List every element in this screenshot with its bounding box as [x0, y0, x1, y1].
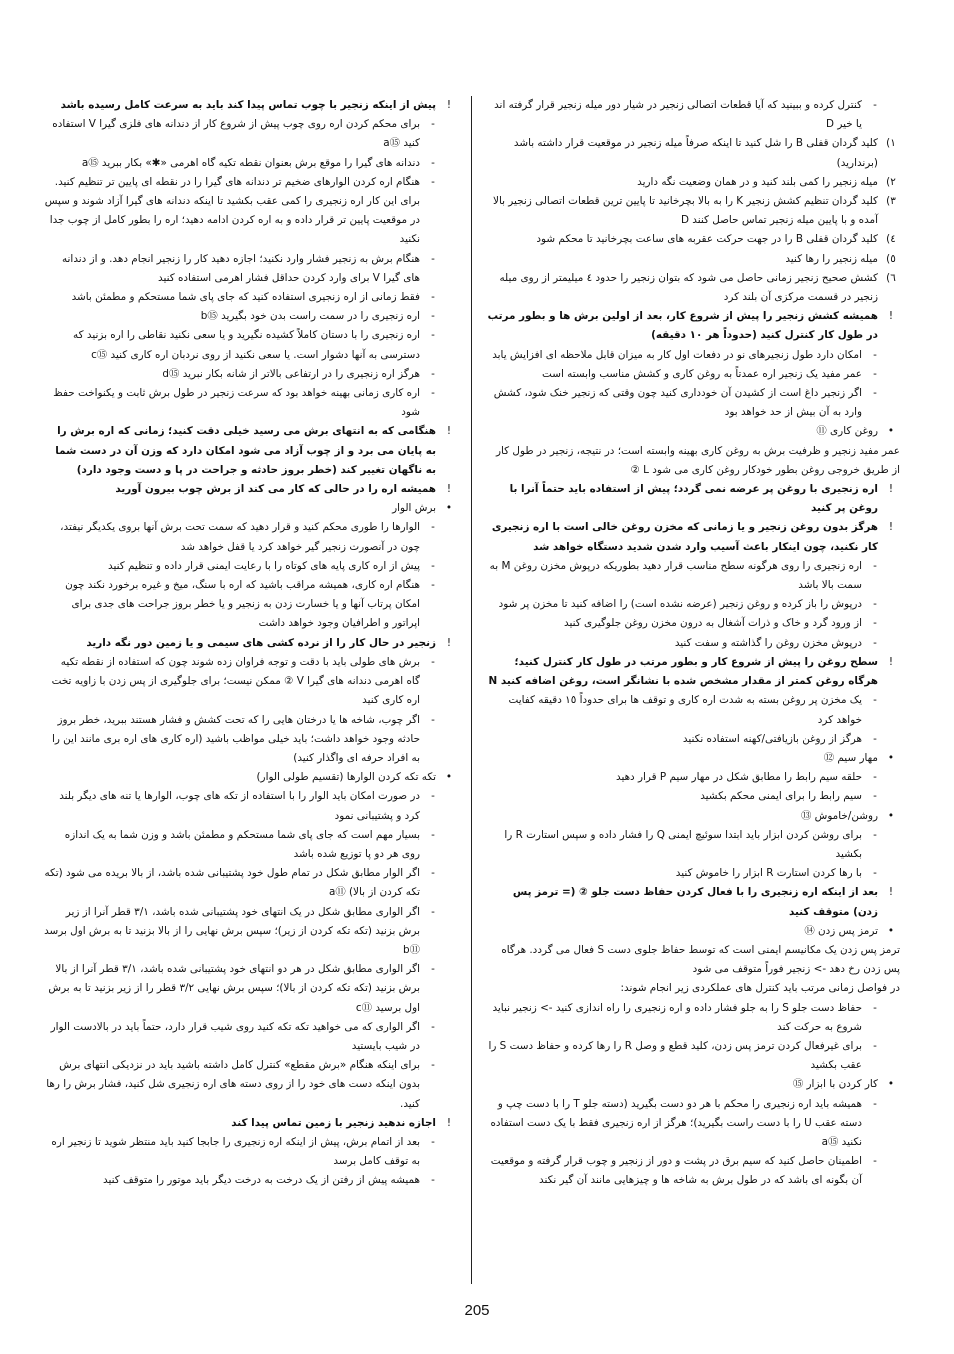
list-marker: - [873, 99, 877, 111]
text-content: کنترل کرده و ببینید که آیا قطعات اتصالی زنجیر در شیار دور میله زنجیر قرار گرفته اند یا خیر D [494, 99, 862, 131]
text-item [486, 883, 900, 921]
list-marker: ! [446, 1116, 452, 1129]
text-item [486, 826, 900, 864]
text-item [486, 134, 900, 172]
text-item [486, 384, 900, 422]
text-content: هنگام اره کردن الوارهای ضخیم تر دندانه های گیرا را در نقطه ای پایین تر تنظیم کنید. برای این کار اره زنجیری را کمی عقب بکشید تا اینکه دندانه های گیرا آزاد شوند و سپس در موقعیت پایین تر قرار داده و به اره کردن ادامه دهید؛ اره را بطور کامل از چوب جدا نکنید [44, 175, 420, 246]
list-marker: - [873, 694, 877, 707]
text-item [486, 941, 900, 979]
list-marker: - [431, 387, 435, 400]
text-content: حفاظ دست جلو S را به جلو فشار داده و اره زنجیری را راه اندازی کنید -> زنجیر نباید شروع به حرکت کند [492, 1001, 862, 1033]
text-content: بسیار مهم است که جای پای شما مستحکم و مطمئن باشد و وزن شما به یک اندازه روی هر دو پا توزیع شده باشد [64, 828, 420, 860]
text-item [44, 173, 458, 250]
list-marker: ٣) [886, 195, 896, 208]
text-item [486, 614, 900, 633]
list-marker: - [431, 867, 435, 880]
text-content: اجازه ندهید زنجیر با زمین تماس پیدا کند [231, 1116, 436, 1129]
text-item [44, 1056, 458, 1114]
text-item [486, 307, 900, 345]
list-marker: - [431, 118, 435, 131]
left-column [44, 96, 458, 1191]
list-marker: - [431, 559, 435, 572]
text-item [486, 730, 900, 749]
text-content: یک مخزن پر روغن بسته به شدت اره کاری و توقف ها برای حدوداً ١٥ دقیقه کفایت خواهد کرد [508, 694, 862, 726]
list-marker: - [431, 579, 435, 592]
list-marker: - [873, 348, 877, 361]
text-item [44, 250, 458, 288]
text-item [44, 384, 458, 422]
text-content: اگر الواری مطابق شکل در یک انتهای خود پشتیبانی شده باشد، ٣/١ قطر آنرا از زیر برش بزنید (تکه تکه کردن از زیر)؛ سپس برش نهایی را از بالا بزنید تا به برش اول برسد ⑪b [44, 905, 420, 956]
text-content: اگر الواری مطابق شکل در هر دو انتهای خود پشتیبانی شده باشد، ٣/١ قطر آنرا از بالا برش بزنید (تکه تکه کردن از بالا)؛ سپس برش نهایی ٣/٢ قطر را از زیر بزنید تا به برش اول برسید ⑪c [48, 963, 420, 1014]
text-item [486, 999, 900, 1037]
page-number: 205 [464, 1302, 490, 1319]
text-item [44, 576, 458, 634]
text-content: همیشه پیش از رفتن از یک درخت به درخت دیگر باید موتور را متوقف کنید [103, 1174, 420, 1187]
text-content: همیشه اره را در حالی که کار می کند از برش چوب بیرون آورید [115, 483, 436, 496]
text-content: کشش صحیح زنجیر زمانی حاصل می شود که بتوان زنجیر را حدود ٤ میلیمتر از روی میله زنجیر در قسمت مرکزی آن بلند کرد [499, 271, 878, 304]
list-marker: ! [888, 521, 894, 534]
list-marker: - [431, 1174, 435, 1187]
text-content: برای روشن کردن ابزار باید ابتدا سوئیچ ایمنی Q را فشار داده و سپس استارت R را بکشید [504, 828, 862, 860]
text-content: بعد از اینکه اره زنجیری را با فعال کردن حفاظ دست جلو ② (= ترمز پس زدن) متوقف کنید [512, 886, 878, 918]
text-item [486, 365, 900, 384]
text-item [486, 807, 900, 826]
text-item [44, 653, 458, 711]
text-item [44, 422, 458, 480]
text-content: امکان دارد طول زنجیرهای نو در دفعات اول کار به میزان قابل ملاحظه ای افزایش یابد [492, 348, 862, 361]
list-marker: - [431, 521, 435, 534]
text-content: پیش از اره کاری پایه های کوتاه را با رعایت ایمنی قرار داده و تنظیم کنید [108, 559, 420, 572]
text-content: فقط زمانی از اره زنجیری استفاده کنید که جای پای شما مستحکم و مطمئن باشد [71, 291, 420, 304]
text-item [486, 346, 900, 365]
text-item [44, 365, 458, 384]
text-content: سطح روغن را پیش از شروع کار و بطور مرتب در طول کار کنترل کنید؛ هرگاه روغن کمتر از مقدار مشخص شده با نشانگر است، روغن اضافه کنید N [488, 655, 878, 688]
list-marker: - [873, 1001, 877, 1014]
text-content: کلید گردان قفلی B را شل کنید تا اینکه صرفاً میله زنجیر در موقعیت قرار داشته باشد (برندارید) [513, 137, 878, 169]
list-marker: - [431, 291, 435, 304]
list-marker: ! [446, 99, 452, 111]
text-item [44, 864, 458, 902]
text-content: از ورود گرد و خاک و ذرات آشغال به درون مخزن روغن جلوگیری کنید [563, 617, 862, 630]
list-marker: - [431, 310, 435, 323]
list-marker: - [873, 559, 877, 572]
list-marker: ٦) [886, 271, 896, 284]
list-marker: • [445, 771, 453, 784]
text-content: برش های طولی باید با دقت و توجه فراوان زده شوند چون که استفاده از نقطه تکیه گاه اهرمی دندانه های گیرا V ② ممکن نیست؛ برای جلوگیری از پس زدن با زاویه تخت اره کاری کنید [51, 655, 420, 707]
list-marker: - [873, 1155, 877, 1168]
list-marker: - [431, 790, 435, 803]
text-content: کلید گردان تنظیم کشش زنجیر K را به بالا بچرخانید تا پایین ترین قطعات اتصالی زنجیر بالا آمده و با پایین میله زنجیر تماس حاصل کنند D [493, 195, 878, 227]
text-content: کلید گردان قفلی B را در جهت حرکت عقربه های ساعت بچرخانید تا محکم شود [536, 233, 878, 246]
text-item [44, 557, 458, 576]
list-marker: ! [888, 655, 894, 668]
list-marker: - [873, 771, 877, 784]
text-item [44, 768, 458, 787]
text-content: کار کردن با ابزار ⑮ [792, 1078, 878, 1091]
text-content: عمر مفید زنجیر و ظرفیت برش به روغن کاری بهینه وابسته است؛ در نتیجه، زنجیر در طول کار از طریق خروجی روغن بطور خودکار روغن کاری می شود L ② [495, 444, 900, 476]
text-content: اگر چوب، شاخه ها یا درختان هایی را که تحت کشش و فشار هستند ببرید، خطر بروز حادثه وجود خواهد داشت؛ باید خیلی مواظب باشید (اره کاری های اره بری مانند این را به افراد حرفه ای واگذار کنید) [51, 713, 420, 764]
list-marker: • [445, 502, 453, 515]
text-content: سیم رابط را برای ایمنی محکم بکشید [700, 790, 862, 803]
text-item [486, 269, 900, 307]
text-item [44, 787, 458, 825]
text-item [486, 653, 900, 691]
text-content: برای غیرفعال کردن ترمز پس زدن، کلید قطع و وصل R را رها کرده و حفاظ دست S را عقب بکشید [488, 1039, 862, 1072]
list-marker: - [431, 1059, 435, 1072]
text-content: هنگام برش به زنجیر فشار وارد نکنید؛ اجازه دهید کار را زنجیر انجام دهد. و از دندانه های گیرا V برای وارد کردن حداقل فشار اهرمی استفاده کنید [61, 252, 420, 284]
text-content: اطمینان حاصل کنید که سیم برق در پشت و دور از زنجیر و چوب قرار گرفته و موقعیت آن بگونه ای باشد که در طول برش به شاخه ها و چیزهایی مانند آن گیر نکند [490, 1155, 862, 1187]
list-marker: • [887, 1078, 895, 1091]
text-item [486, 192, 900, 230]
text-item [486, 173, 900, 192]
text-content: ترمز پس زدن ⑭ [804, 924, 878, 937]
text-content: درپوش را باز کرده و روغن زنجیر (عرضه نشده است) را اضافه کنید تا مخزن پر شود [498, 598, 862, 611]
list-marker: - [873, 1039, 877, 1052]
list-marker: • [887, 425, 895, 438]
list-marker: - [431, 329, 435, 342]
list-marker: - [873, 1097, 877, 1110]
text-content: هنگام اره کاری، همیشه مراقب باشید که اره با سنگ، میخ و غیره برخورد نکند چون امکان پرتاب آنها و یا خسارت زدن به زنجیر و یا خطر بروز جراحت های جدی برای اپراتور و اطرافیان وجود خواهد داشت [65, 579, 420, 630]
text-content: تکه تکه کردن الوارها (تقسیم طولی الوار) [256, 771, 436, 784]
list-marker: - [431, 1020, 435, 1033]
text-content: هرگز از روغن بازیافتی/کهنه استفاده نکنید [682, 732, 862, 745]
column-divider [471, 96, 472, 1284]
text-content: حلقه سیم رابط را مطابق شکل در مهار سیم P قرار دهید [615, 771, 862, 784]
text-item [44, 499, 458, 518]
text-content: روشن/خاموش ⑬ [800, 809, 878, 822]
text-content: میله زنجیر را رها کنید [785, 252, 878, 265]
text-content: اگر زنجیر داغ است از کشیدن آن خودداری کنید چون وقتی که زنجیر خنک شود، کشش وارد به آن بیش از حد خواهد بود [493, 387, 862, 419]
list-marker: - [873, 828, 877, 841]
text-item [44, 480, 458, 499]
list-marker: - [873, 598, 877, 611]
text-item [44, 154, 458, 173]
text-content: اگر الواری که می خواهید تکه تکه کنید روی شیب قرار دارد، حتماً باید در بالادست الوار در شیب بایستید [50, 1020, 420, 1052]
text-item [486, 480, 900, 518]
list-marker: ٢) [886, 175, 896, 188]
list-marker: ١) [886, 137, 896, 150]
list-marker: - [873, 732, 877, 745]
text-content: اره زنجیری را روی هرگونه سطح مناسب قرار دهید بطوریکه درپوش مخزن روغن M به سمت بالا باشد [489, 559, 862, 592]
text-item [486, 768, 900, 787]
list-marker: ! [446, 636, 452, 649]
text-content: هرگز اره زنجیری را در ارتفاعی بالاتر از شانه بکار نبرید ⑮d [162, 367, 420, 380]
text-item [486, 979, 900, 998]
text-content: برش الوار [392, 502, 436, 515]
list-marker: • [887, 751, 895, 764]
text-item [44, 903, 458, 961]
text-item [486, 422, 900, 441]
text-item [44, 960, 458, 1018]
list-marker: - [431, 655, 435, 668]
text-content: اگر الوار مطابق شکل در تمام طول خود پشتیبانی شده باشد، از بالا بریده می شود (تکه تکه کردن از بالا) ⑪a [44, 867, 420, 899]
list-marker: ! [888, 886, 894, 899]
text-content: همیشه باید اره زنجیری را محکم با هر دو دست بگیرید (دسته جلو T را با دست چپ و دسته عقب U را با دست راست بگیرید)؛ هرگز از اره زنجیری فقط با یک دست استفاده نکنید ⑮a [490, 1097, 862, 1148]
text-content: اره زنجیری با روغن پر عرضه نمی گردد؛ پیش از استفاده باید حتماً آنرا با روغن پر کنید [509, 483, 878, 515]
text-item [486, 250, 900, 269]
text-item [44, 1133, 458, 1171]
list-marker: - [431, 905, 435, 918]
text-item [486, 922, 900, 941]
text-item [486, 518, 900, 556]
text-content: عمر مفید یک زنجیر اره عمدتاً به روغن کاری و کشش مناسب وابسته است [542, 367, 862, 380]
text-content: اره کاری زمانی بهینه خواهد بود که سرعت زنجیر در طول برش ثابت و یکنواخت حفظ شود [53, 387, 420, 419]
list-marker: • [887, 924, 895, 937]
right-column [486, 96, 900, 1191]
list-marker: ٥) [886, 252, 896, 265]
text-item [486, 749, 900, 768]
text-content: برای اینکه هنگام «برش مقطع» کنترل کامل داشته باشید باید در نزدیکی انتهای برش بدون اینکه دست های خود را از روی دسته های اره زنجیری شل کنید، فشار برش را رها کنید. [46, 1059, 420, 1110]
list-marker: - [873, 617, 877, 630]
text-item [486, 557, 900, 595]
list-marker: - [431, 175, 435, 188]
text-item [44, 1171, 458, 1190]
list-marker: - [431, 963, 435, 976]
text-content: برای محکم کردن اره روی چوب پیش از شروع کار از دندانه های فلزی گیرا V استفاده کنید ⑮a [52, 118, 420, 150]
list-marker: - [431, 367, 435, 380]
text-item [486, 1152, 900, 1190]
text-content: درپوش مخزن روغن را گذاشته و سفت کنید [674, 636, 862, 649]
list-marker: - [873, 636, 877, 649]
list-marker: ! [888, 483, 894, 496]
text-item [44, 326, 458, 364]
list-marker: ! [446, 483, 452, 496]
list-marker: - [873, 790, 877, 803]
text-item [486, 230, 900, 249]
text-item [486, 96, 900, 134]
text-item [486, 1095, 900, 1153]
text-content: روغن کاری ⑪ [816, 425, 878, 438]
text-item [44, 711, 458, 769]
text-item [44, 96, 458, 115]
text-content: با رها کردن استارت R ابزار را خاموش کنید [675, 867, 862, 880]
text-content: پیش از اینکه زنجیر با چوب تماس پیدا کند باید به سرعت کامل رسیده باشد [60, 99, 436, 111]
text-content: ترمز پس زدن یک مکانیسم ایمنی است که توسط حفاظ جلوی دست S فعال می گردد. هرگاه پس زدن رخ دهد -> زنجیر فوراً متوقف می شود [501, 943, 900, 976]
text-content: اره زنجیری را در سمت راست بدن خود بگیرید ⑮b [200, 310, 420, 323]
text-content: همیشه کشش زنجیر را پیش از شروع کار، بعد از اولین برش ها و بطور مرتب در طول کار کنترل کنید (حدوداً هر ١٠ دقیقه) [487, 310, 878, 342]
list-marker: - [873, 867, 877, 880]
text-item [486, 1037, 900, 1075]
text-item [486, 1075, 900, 1094]
text-content: زنجیر در حال کار را از نرده کشی های سیمی و یا زمین دور نگه دارید [86, 636, 436, 649]
text-item [44, 1018, 458, 1056]
list-marker: - [431, 156, 435, 169]
text-content: در صورت امکان باید الوار را با استفاده از تکه های چوب، الوارها یا تنه های دیگر بلند کرد و پشتیبانی نمود [59, 790, 420, 822]
list-marker: - [431, 713, 435, 726]
text-content: دندانه های گیرا را موقع برش بعنوان نقطه تکیه گاه اهرمی «✱» بکار ببرید ⑮a [81, 156, 420, 169]
text-item [486, 442, 900, 480]
text-content: الوارها را طوری محکم کنید و قرار دهید که سمت تحت برش آنها بروی یکدیگر نیفتد، چون در آنصورت زنجیر گیر خواهد کرد یا قفل خواهد شد [60, 521, 420, 553]
text-content: هرگز بدون روغن زنجیر و یا زمانی که مخزن روغن خالی است با اره زنجیری کار نکنید، چون اینکار باعث آسیب وارد شدن شدید دستگاه خواهد شد [491, 521, 878, 553]
list-marker: - [431, 252, 435, 265]
text-item [486, 787, 900, 806]
text-content: میله زنجیر را کمی بلند کنید و در همان وضعیت نگه دارید [637, 175, 878, 188]
text-item [486, 595, 900, 614]
list-marker: - [431, 1135, 435, 1148]
list-marker: - [873, 387, 877, 400]
text-content: اره زنجیری را با دستان کاملاً کشیده نگیرید و یا سعی نکنید نقاطی را اره بزنید که دسترسی به آنها دشوار است. یا سعی نکنید از روی نردبان اره کاری کنید ⑮c [73, 329, 420, 361]
list-marker: - [873, 367, 877, 380]
text-content: هنگامی که به انتهای برش می رسید خیلی دقت کنید؛ زمانی که اره برش را به پایان می برد و از چوب آزاد می شود امکان دارد که وزن آن در دست شما به ناگهان تغییر کند (خطر بروز حادثه و جراحت در پا و دست وجود دارد) [55, 425, 436, 476]
list-marker: ٤) [886, 233, 896, 246]
list-marker: • [887, 809, 895, 822]
text-item [486, 864, 900, 883]
list-marker: - [431, 828, 435, 841]
text-item [44, 518, 458, 556]
text-item [44, 826, 458, 864]
list-marker: ! [888, 310, 894, 323]
text-item [44, 1114, 458, 1133]
text-item [44, 115, 458, 153]
text-item [486, 634, 900, 653]
text-item [44, 634, 458, 653]
text-content: در فواصل زمانی مرتب باید کنترل های عملکردی زیر انجام شوند: [620, 982, 900, 995]
list-marker: ! [446, 425, 452, 438]
text-item [44, 307, 458, 326]
text-item [44, 288, 458, 307]
text-content: بعد از اتمام برش، پیش از اینکه اره زنجیری را جابجا کنید باید منتظر شوید تا زنجیر اره به توقف کامل برسد [51, 1135, 420, 1168]
text-item [486, 691, 900, 729]
text-content: مهار سیم ⑫ [823, 751, 878, 764]
